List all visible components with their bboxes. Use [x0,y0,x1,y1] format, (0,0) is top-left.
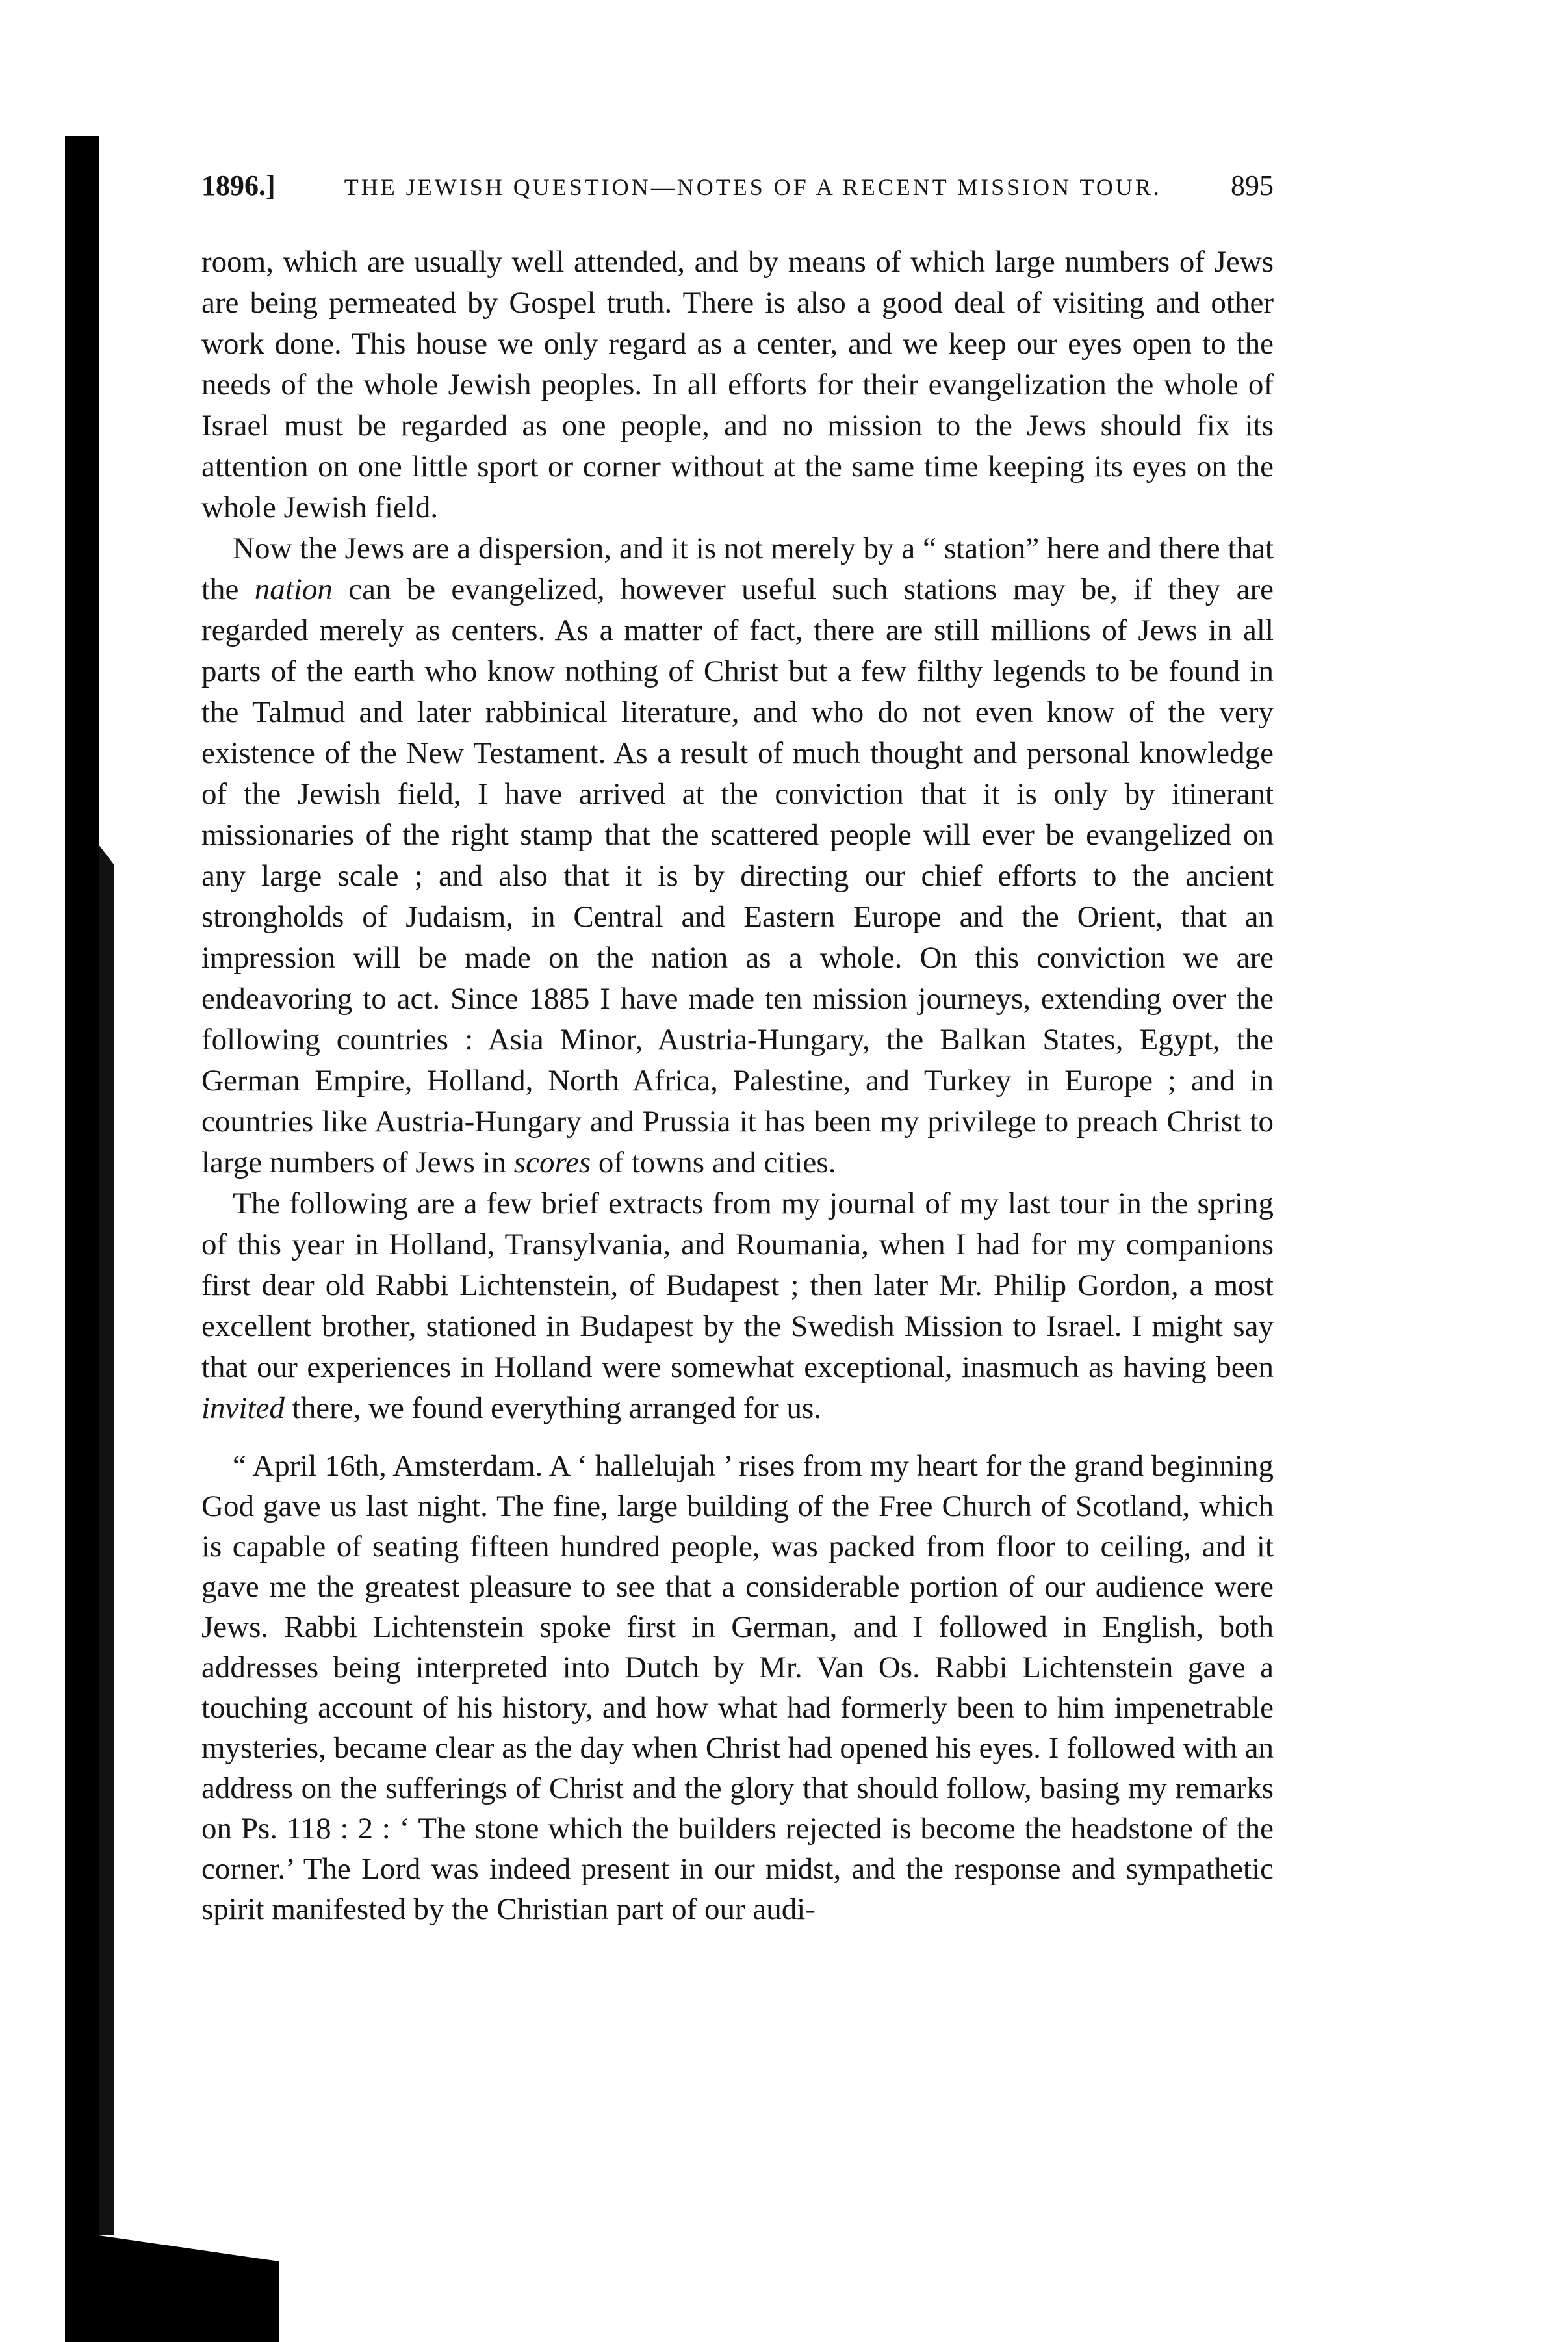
paragraph-text: Now the Jews are a dispersion, and it is not merely by a “ station” here and there that the [201,532,1274,606]
paragraph-text: room, which are usually well attended, and by means of which large numbers of Jews are being permeated by Gospel truth. There is also a good deal of visiting and other work done. This house we only regard as a center, and we keep our eyes open to the needs of the whole Jewish peoples. In all efforts for their evangelization the whole of Israel must be regarded as one people, and no mission to the Jews should fix its attention on one little sport or corner without at the same time keeping its eyes on the whole Jewish field. [201,245,1274,524]
paragraph-text: can be evangelized, however useful such stations may be, if they are regarded merely as centers. As a matter of fact, there are still millions of Jews in all parts of the earth who know nothing of Christ but a few filthy legends to be found in the Talmud and later rabbinical literature, and who do not even know of the very existence of the New Testament. As a result of much thought and personal knowledge of the Jewish field, I have arrived at the conviction that it is only by itinerant missionaries of the right stamp that the scattered people will ever be evangelized on any large scale ; and also that it is by directing our chief efforts to the ancient strongholds of Judaism, in Central and Eastern Europe and the Orient, that an impression will be made on the nation as a whole. On this conviction we are endeavoring to act. Since 1885 I have made ten mission journeys, extending over the following countries : Asia Minor, Austria-Hungary, the Balkan States, Egypt, the German Empire, Holland, North Africa, Palestine, and Turkey in Europe ; and in countries like Austria-Hungary and Prussia it has been my privilege to preach Christ to large numbers of Jews in [201,573,1274,1179]
book-page [201,169,1274,1929]
paragraph-continuation [201,242,1274,528]
paragraph-journal-intro [201,1183,1274,1429]
paragraph-journal-entry [201,1446,1274,1929]
header-title: THE JEWISH QUESTION—NOTES OF A RECENT MISSION TOUR. [344,174,1162,200]
running-header [201,169,1274,216]
paragraph-text: The following are a few brief extracts from my journal of my last tour in the spring of this year in Holland, Transylvania, and Roumania, when I had for my companions first dear old Rabbi Lichtenstein, of Budapest ; then later Mr. Philip Gordon, a most excellent brother, stationed in Budapest by the Swedish Mission to Israel. I might say that our experiences in Holland were somewhat exceptional, inasmuch as having been [201,1187,1274,1384]
page-number: 895 [1231,170,1274,201]
paragraph-dispersion [201,528,1274,1183]
italic-word: invited [201,1391,285,1425]
italic-word: scores [513,1146,591,1179]
header-year: 1896.] [201,170,276,201]
paragraph-text: of towns and cities. [598,1146,836,1179]
paragraph-text: there, we found everything arranged for us. [292,1391,822,1425]
paragraph-text: “ April 16th, Amsterdam. A ‘ hallelujah ’ rises from my heart for the grand beginning God gave us last night. The fine, large building of the Free Church of Scotland, which is capable of seating fifteen hundred people, was packed from floor to ceiling, and it gave me the greatest pleasure to see that a considerable portion of our audience were Jews. Rabbi Lichtenstein spoke first in German, and I followed in English, both addresses being interpreted into Dutch by Mr. Van Os. Rabbi Lichtenstein gave a touching account of his history, and how what had formerly been to him impenetrable mysteries, became clear as the day when Christ had opened his eyes. I followed with an address on the sufferings of Christ and the glory that should follow, basing my remarks on Ps. 118 : 2 : ‘ The stone which the builders rejected is become the headstone of the corner.’ The Lord was indeed present in our midst, and the response and sympathetic spirit manifested by the Christian part of our audi- [201,1449,1274,1926]
italic-word: nation [254,573,333,606]
